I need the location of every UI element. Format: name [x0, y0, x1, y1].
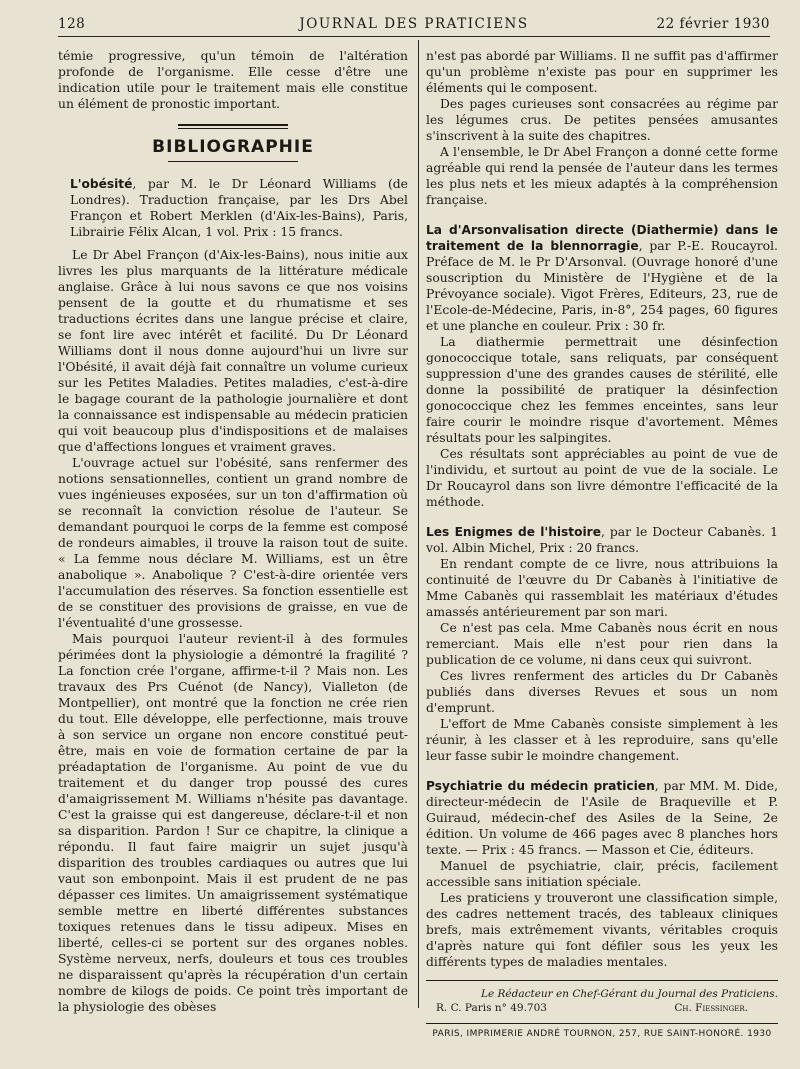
editorial-footer: [426, 987, 778, 1015]
review-paragraph: Ces résultats sont appréciables au point de vue de l'individu, et surtout au point de vue de la sociale. Le Dr Roucayrol dans son livre démontre l'efficacité de la méthode.: [426, 447, 778, 509]
review-paragraph: Ces livres renferment des articles du Dr Cabanès publiés dans diverses Revues et sous un nom d'emprunt.: [426, 669, 778, 715]
printer-line: PARIS, IMPRIMERIE ANDRÉ TOURNON, 257, RUE SAINT-HONORÉ. 1930: [432, 1029, 772, 1039]
citation-details: , par P.-E. Roucayrol. Préface de M. le Pr D'Arsonval. (Ouvrage honoré d'une souscription du Ministère de l'Hygiène et de la Prévoyance sociale). Vigot Frères, Editeurs, 23, rue de l'Ecole-de-Médecine, Paris, in-8°, 254 pages, 60 figures et une planche en couleur. Prix : 30 fr.: [426, 239, 778, 333]
editor-signature: Ch. Fiessinger.: [674, 1002, 748, 1014]
trade-register: R. C. Paris n° 49.703: [436, 1002, 547, 1014]
review-citation: [58, 176, 408, 240]
registration-line: [426, 1001, 778, 1015]
printer-rule: [426, 1023, 778, 1024]
review-obesite: [58, 176, 408, 1015]
citation-details: , par M. le Dr Léonard Williams (de Londres). Traduction française, par les Drs Abel Françon et Robert Merklen (d'Aix-les-Bains), Paris, Librairie Félix Alcan, 1 vol. Prix : 15 francs.: [70, 177, 408, 239]
review-citation: [426, 778, 778, 858]
review-paragraph: A l'ensemble, le Dr Abel Françon a donné cette forme agréable qui rend la pensée de l'auteur dans les termes les plus nets et les mieux adaptés à la compréhension française.: [426, 145, 778, 207]
review-paragraph: n'est pas abordé par Williams. Il ne suffit pas d'affirmer qu'un problème n'existe pas pour en supprimer les éléments qui le composent.: [426, 49, 778, 95]
book-title: Psychiatrie du médecin praticien: [426, 779, 655, 793]
book-title: L'obésité: [70, 177, 133, 191]
running-header: [58, 14, 770, 37]
review-paragraph: L'effort de Mme Cabanès consiste simplement à les réunir, à les classer et à les reproduire, sans qu'elle leur fasse subir le moindre changement.: [426, 717, 778, 763]
citation-details: , par le Docteur Cabanès. 1 vol. Albin Michel, Prix : 20 francs.: [426, 525, 778, 555]
journal-title: JOURNAL DES PRATICIENS: [299, 16, 529, 32]
review-paragraph: En rendant compte de ce livre, nous attribuions la continuité de l'œuvre du Dr Cabanès à l'initiative de Mme Cabanès qui rassemblait les matériaux d'études amassés antérieurement par son mari.: [426, 557, 778, 619]
review-paragraph: Des pages curieuses sont consacrées au régime par les légumes crus. De petites pensées amusantes s'inscrivent à la suite des chapitres.: [426, 97, 778, 143]
review-paragraph: Manuel de psychiatrie, clair, précis, facilement accessible sans initiation spéciale.: [426, 859, 778, 889]
previous-article-ending: témie progressive, qu'un témoin de l'altération profonde de l'organisme. Elle cesse d'être une indication utile pour le traitement mais elle constitue un élément de pronostic important.: [58, 49, 408, 111]
citation-details: , par MM. M. Dide, directeur-médecin de l'Asile de Braqueville et P. Guiraud, médecin-chef des Asiles de la Seine, 2e édition. Un volume de 466 pages avec 8 planches hors texte. — Prix : 45 francs. — Masson et Cie, éditeurs.: [426, 779, 778, 857]
page-number: 128: [58, 16, 86, 32]
review-paragraph: Mais pourquoi l'auteur revient-il à des formules périmées dont la physiologie a démontré la fragilité ? La fonction crée l'organe, affirme-t-il ? Mais non. Les travaux des Prs Cuénot (de Nancy), Vialleton (de Montpellier), ont montré que la fonction ne crée rien du tout. Elle développe, elle perfectionne, mais trouve à son service un organe non encore constitué peut-être, mais en voie de formation certaine de par la préadaptation de l'organisme. Au point de vue du traitement et du danger trop poussé des cures d'amaigrissement M. Williams n'hésite pas davantage. C'est la graisse qui est dangereuse, déclare-t-il et non sa disparition. Pardon ! Sur ce chapitre, la clinique a répondu. Il faut faire maigrir un sujet jusqu'à disparition des troubles cardiaques ou autres que lui vaut son embonpoint. Mais il est prudent de ne pas dépasser ces limites. Un amaigrissement systématique semble mettre en liberté différentes substances toxiques retenues dans le tissu adipeux. Mises en liberté, celles-ci se portent sur des organes nobles. Système nerveux, nerfs, douleurs et tous ces troubles ne disparaissent qu'après la récupération d'un certain nombre de kilogs de poids. Ce point très important de la physiologie des obèses: [58, 632, 408, 1014]
review-paragraph: Ce n'est pas cela. Mme Cabanès nous écrit en nous remerciant. Mais elle n'est pour rien dans la publication de ce volume, ni dans ceux qui suivront.: [426, 621, 778, 667]
book-title: Les Enigmes de l'histoire: [426, 525, 601, 539]
section-title-rule: [168, 161, 298, 162]
book-title: La d'Arsonvalisation directe (Diathermie) dans le traitement de la blennorragie: [426, 223, 778, 253]
right-column: [426, 48, 778, 1042]
footer-rule: [426, 980, 778, 981]
review-paragraph: Les praticiens y trouveront une classification simple, des cadres nettement tracés, des tableaux cliniques brefs, mais extrêmement vivants, véritables croquis d'après nature qui font défiler sous les yeux les différents types de maladies mentales.: [426, 891, 778, 969]
column-divider: [418, 40, 419, 1008]
review-paragraph: Le Dr Abel Françon (d'Aix-les-Bains), nous initie aux livres les plus marquants de la littérature médicale anglaise. Grâce à lui nous savons ce que nos voisins pensent de la goutte et du rhumatisme et ses traductions écrites dans une langue précise et claire, se font lire avec intérêt et facilité. Du Dr Léonard Williams dont il nous donne aujourd'hui un livre sur l'Obésité, il avait déjà fait connaître un volume curieux sur les Petites Maladies. Petites maladies, c'est-à-dire le bagage courant de la pathologie journalière et dont la connaissance est indispensable au médecin praticien qui voit beaucoup plus d'indispositions et de malaises que d'affections longues et vraiment graves.: [58, 248, 408, 454]
review-paragraph: La diathermie permettrait une désinfection gonococcique totale, sans reliquats, par conséquent suppression d'une des grandes causes de stérilité, elle donne la possibilité de pratiquer la désinfection gonococcique chez les femmes enceintes, sans leur faire courir le moindre risque d'avortement. Mêmes résultats pour les salpingites.: [426, 335, 778, 445]
review-citation: [426, 222, 778, 334]
issue-date: 22 février 1930: [656, 16, 770, 32]
review-arsonvalisation: [426, 222, 778, 510]
section-title: BIBLIOGRAPHIE: [152, 137, 314, 157]
section-ornament: [178, 124, 288, 129]
review-enigmes: [426, 524, 778, 764]
review-citation: [426, 524, 778, 556]
editor-line: Le Rédacteur en Chef-Gérant du Journal des Praticiens.: [480, 988, 778, 1000]
left-column: [58, 48, 408, 1015]
review-psychiatrie: [426, 778, 778, 970]
review-paragraph: L'ouvrage actuel sur l'obésité, sans renfermer des notions sensationnelles, contient un grand nombre de vues ingénieuses exposées, sur un ton d'affirmation où se reconnaît la conviction résolue de l'auteur. Se demandant pourquoi le corps de la femme est composé de rondeurs aimables, il trouve la raison tout de suite. « La femme nous déclare M. Williams, est un être anabolique ». Anabolique ? C'est-à-dire orientée vers l'accumulation des réserves. Sa fonction essentielle est de se constituer des provisions de graisse, en vue de l'éventualité d'une grossesse.: [58, 456, 408, 630]
